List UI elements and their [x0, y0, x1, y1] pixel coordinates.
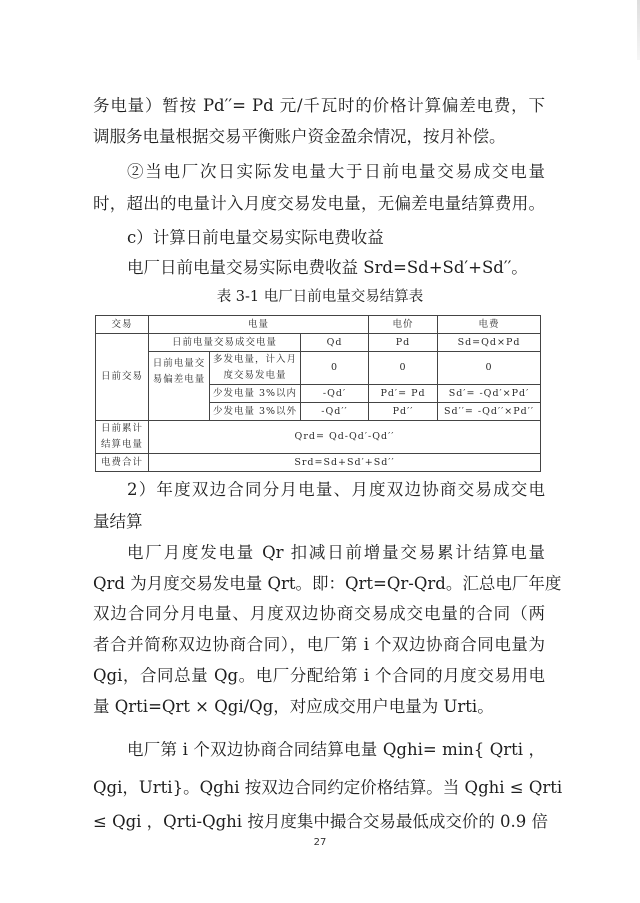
cell-price: Pd [369, 334, 438, 352]
cell-quantity: 0 [301, 352, 369, 385]
table-header-row [96, 316, 541, 334]
table-row [96, 421, 541, 454]
body-line: 务电量）暂按 Pd′′= Pd 元/千瓦时的价格计算偏差电费，下 [93, 96, 545, 115]
row-label: 电费合计 [96, 454, 149, 472]
body-line: 者合并简称双边协商合同），电厂第 i 个双边协商合同电量为 [93, 635, 545, 654]
table-row [96, 352, 541, 385]
table-row [96, 454, 541, 472]
header-price: 电价 [369, 316, 438, 334]
table-row [96, 334, 541, 352]
row-label: 多发电量，计入月度交易发电量 [210, 352, 301, 385]
cell-fee: Sd′= -Qd′×Pd′ [438, 385, 541, 403]
body-line: 电厂日前电量交易实际电费收益 Srd=Sd+Sd′+Sd′′。 [127, 258, 528, 277]
body-line: Qgi，合同总量 Qg。电厂分配给第 i 个合同的月度交易用电 [93, 666, 545, 685]
body-line: 时，超出的电量计入月度交易发电量，无偏差电量结算费用。 [93, 194, 545, 213]
deviation-label: 日前电量交易偏差电量 [149, 352, 210, 421]
row-label: 日前电量交易成交电量 [149, 334, 301, 352]
body-line: 电厂月度发电量 Qr 扣减日前增量交易累计结算电量 [127, 543, 545, 562]
page-number: 27 [313, 837, 327, 848]
row-label: 日前累计结算电量 [96, 421, 149, 454]
table-caption: 表 3-1 电厂日前电量交易结算表 [216, 289, 424, 305]
section-heading: 量结算 [93, 512, 143, 531]
settlement-table [95, 315, 541, 472]
cell-quantity: Qd [301, 334, 369, 352]
cell-fee: 0 [438, 352, 541, 385]
body-line: 双边合同分月电量、月度双边协商交易成交电量的合同（两 [93, 604, 545, 623]
section-heading: 2）年度双边合同分月电量、月度双边协商交易成交电 [127, 480, 545, 499]
header-fee: 电费 [438, 316, 541, 334]
cell-fee: Sd=Qd×Pd [438, 334, 541, 352]
body-line: 电厂第 i 个双边协商合同结算电量 Qghi= min{ Qrti ， [127, 740, 545, 759]
group-label: 日前交易 [96, 334, 149, 421]
cell-price: 0 [369, 352, 438, 385]
cell-quantity: -Qd′ [301, 385, 369, 403]
body-line: 调服务电量根据交易平衡账户资金盈余情况，按月补偿。 [93, 127, 506, 146]
cell-formula: Qrd= Qd-Qd′-Qd′′ [149, 421, 541, 454]
body-line: ②当电厂次日实际发电量大于日前电量交易成交电量 [127, 162, 545, 181]
row-label: 少发电量 3%以内 [210, 385, 301, 403]
body-line: Qgi，Urti}。Qghi 按双边合同约定价格结算。当 Qghi ≤ Qrti [93, 778, 563, 797]
row-label: 少发电量 3%以外 [210, 403, 301, 421]
cell-fee: Sd′′= -Qd′′×Pd′′ [438, 403, 541, 421]
cell-price: Pd′= Pd [369, 385, 438, 403]
body-line: ≤ Qgi ，Qrti-Qghi 按月度集中撮合交易最低成交价的 0.9 倍 [93, 812, 549, 831]
body-line: 量 Qrti=Qrt × Qgi/Qg，对应成交用户电量为 Urti。 [93, 697, 494, 716]
cell-quantity: -Qd′′ [301, 403, 369, 421]
section-heading: c）计算日前电量交易实际电费收益 [127, 228, 384, 247]
cell-formula: Srd=Sd+Sd′+Sd′′ [149, 454, 541, 472]
body-line: Qrd 为月度交易发电量 Qrt。即：Qrt=Qr-Qrd。汇总电厂年度 [93, 574, 562, 593]
header-quantity: 电量 [149, 316, 369, 334]
cell-price: Pd′′ [369, 403, 438, 421]
header-trade: 交易 [96, 316, 149, 334]
